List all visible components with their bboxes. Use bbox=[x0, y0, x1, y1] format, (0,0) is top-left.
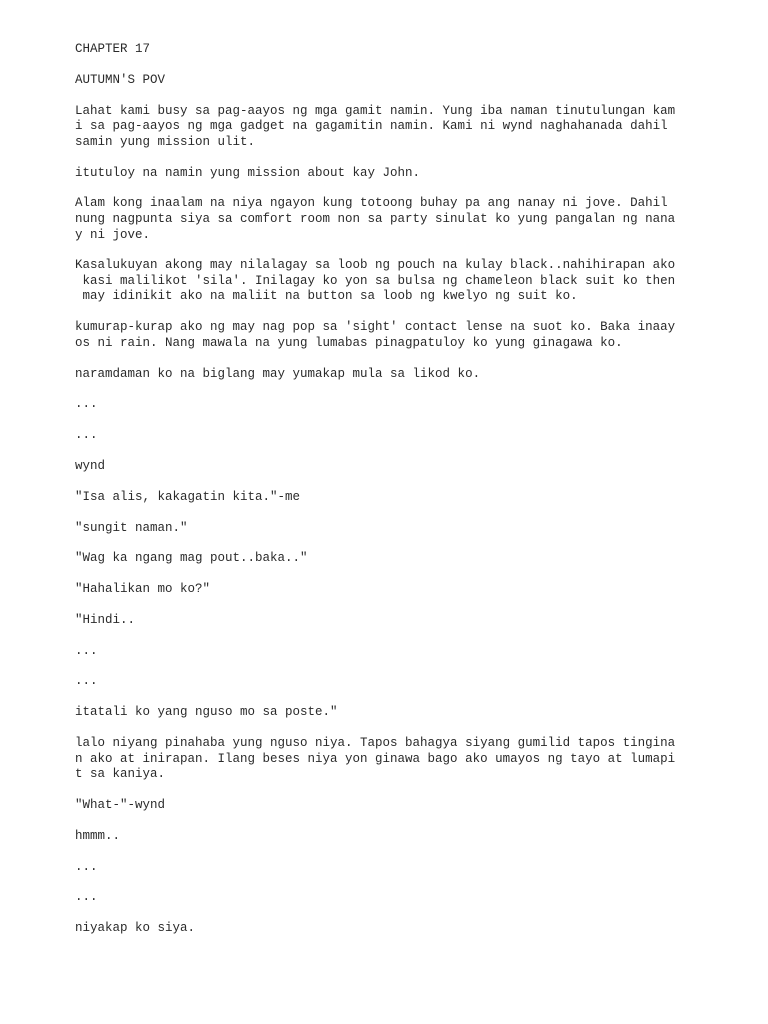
dialogue-line: "sungit naman." bbox=[75, 520, 188, 535]
ellipsis-line: ... bbox=[75, 859, 98, 874]
paragraph: wynd bbox=[75, 458, 106, 473]
paragraph: kumurap-kurap ako ng may nag pop sa 'sight' contact lense na suot ko. Baka inaay os ni rain. Nang mawala na yung lumabas pinagpatuloy ko yung ginagawa ko. bbox=[75, 320, 676, 350]
paragraph: Alam kong inaalam na niya ngayon kung totoong buhay pa ang nanay ni jove. Dahil nung nagpunta siya sa comfort room non sa party sinulat ko yung pangalan ng nana y ni jove. bbox=[75, 196, 676, 242]
dialogue-line: "Hahalikan mo ko?" bbox=[75, 582, 211, 597]
dialogue-line: "Isa alis, kakagatin kita."-me bbox=[75, 489, 301, 504]
document-body bbox=[75, 42, 695, 952]
paragraph: lalo niyang pinahaba yung nguso niya. Tapos bahagya siyang gumilid tapos tingina n ako at inirapan. Ilang beses niya yon ginawa bago ako umayos ng tayo at lumapi t sa kaniya. bbox=[75, 736, 676, 782]
ellipsis-line: ... bbox=[75, 397, 98, 412]
paragraph: hmmm.. bbox=[75, 828, 121, 843]
ellipsis-line: ... bbox=[75, 428, 98, 443]
dialogue-line: "What-"-wynd bbox=[75, 797, 166, 812]
chapter-heading: CHAPTER 17 bbox=[75, 42, 151, 56]
paragraph: itutuloy na namin yung mission about kay John. bbox=[75, 165, 421, 180]
ellipsis-line: ... bbox=[75, 890, 98, 905]
dialogue-line: "Wag ka ngang mag pout..baka.." bbox=[75, 551, 308, 566]
pov-heading: AUTUMN'S POV bbox=[75, 72, 166, 87]
paragraph: Kasalukuyan akong may nilalagay sa loob ng pouch na kulay black..nahihirapan ako kasi malilikot 'sila'. Inilagay ko yon sa bulsa ng chameleon black suit ko then may idinikit ako na maliit na button sa loob ng kwelyo ng suit ko. bbox=[75, 258, 676, 304]
dialogue-line: "Hindi.. bbox=[75, 612, 136, 627]
ellipsis-line: ... bbox=[75, 643, 98, 658]
dialogue-line: itatali ko yang nguso mo sa poste." bbox=[75, 705, 338, 720]
ellipsis-line: ... bbox=[75, 674, 98, 689]
paragraph: naramdaman ko na biglang may yumakap mula sa likod ko. bbox=[75, 366, 481, 381]
paragraph: niyakap ko siya. bbox=[75, 921, 196, 936]
paragraph: Lahat kami busy sa pag-aayos ng mga gamit namin. Yung iba naman tinutulungan kam i sa pag-aayos ng mga gadget na gagamitin namin. Kami ni wynd naghahanada dahil samin yung mission ulit. bbox=[75, 103, 676, 149]
